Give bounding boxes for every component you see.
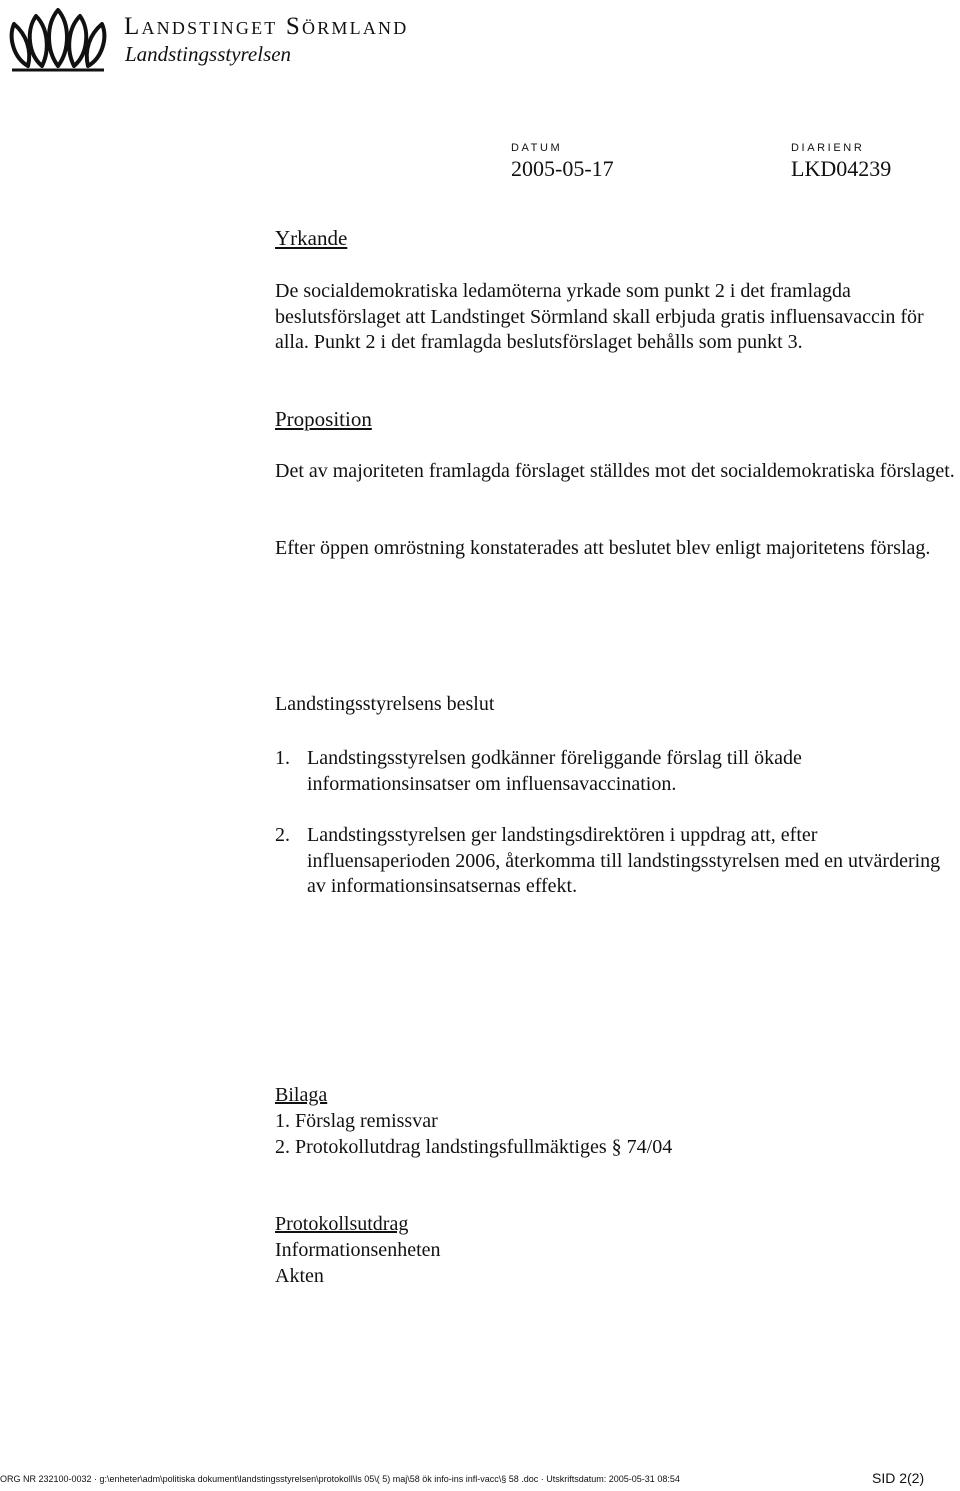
proposition-paragraph-1: Det av majoriteten framlagda förslaget ställdes mot det socialdemokratiska förslaget. — [275, 460, 955, 482]
diarienr-label: DIARIENR — [791, 142, 865, 154]
beslut-item-number: 1. — [275, 747, 290, 769]
beslut-item-text: Landstingsstyrelsen godkänner föreliggande förslag till ökade informationsinsatser om influensavaccination. — [307, 747, 802, 795]
yrkande-paragraph: De socialdemokratiska ledamöterna yrkade som punkt 2 i det framlagda beslutsförslaget att Landstinget Sörmland skall erbjuda gratis influensavaccin för alla. Punkt 2 i det framlagda beslutsförslaget behålls som punkt 3. — [275, 280, 924, 353]
proposition-heading: Proposition — [275, 407, 372, 431]
crown-logo-icon — [2, 2, 114, 74]
org-subtitle: Landstingsstyrelsen — [125, 42, 292, 66]
diarienr-value: LKD04239 — [791, 156, 892, 181]
protokollsutdrag-heading: Protokollsutdrag — [275, 1213, 409, 1235]
datum-value: 2005-05-17 — [511, 156, 614, 181]
beslut-item-text: Landstingsstyrelsen ger landstingsdirektören i uppdrag att, efter influensaperioden 2006, återkomma till landstingsstyrelsen med en utvärdering av informationsinsatsernas effekt. — [307, 824, 941, 897]
beslut-item-2 — [275, 823, 955, 900]
beslut-item-number: 2. — [275, 824, 290, 846]
beslut-heading: Landstingsstyrelsens beslut — [275, 693, 495, 715]
org-name: Landstinget Sörmland — [124, 13, 409, 40]
footer-path: ORG NR 232100-0032 · g:\enheter\adm\politiska dokument\landstingsstyrelsen\protokoll\ls 05\( 5) maj\58 ök info-ins infl-vacc\§ 58 .doc · Utskriftsdatum: 2005-05-31 08:54 — [0, 1474, 680, 1484]
bilaga-item: 2. Protokollutdrag landstingsfullmäktiges § 74/04 — [275, 1136, 673, 1158]
datum-label: DATUM — [511, 142, 563, 154]
protokollsutdrag-item: Informationsenheten — [275, 1239, 441, 1261]
beslut-item-1 — [275, 746, 955, 797]
bilaga-item: 1. Förslag remissvar — [275, 1110, 438, 1132]
page-number: SID 2(2) — [872, 1470, 925, 1486]
yrkande-heading: Yrkande — [275, 226, 348, 250]
proposition-paragraph-2: Efter öppen omröstning konstaterades att beslutet blev enligt majoritetens förslag. — [275, 537, 931, 559]
protokollsutdrag-item: Akten — [275, 1265, 324, 1287]
bilaga-heading: Bilaga — [275, 1084, 328, 1106]
